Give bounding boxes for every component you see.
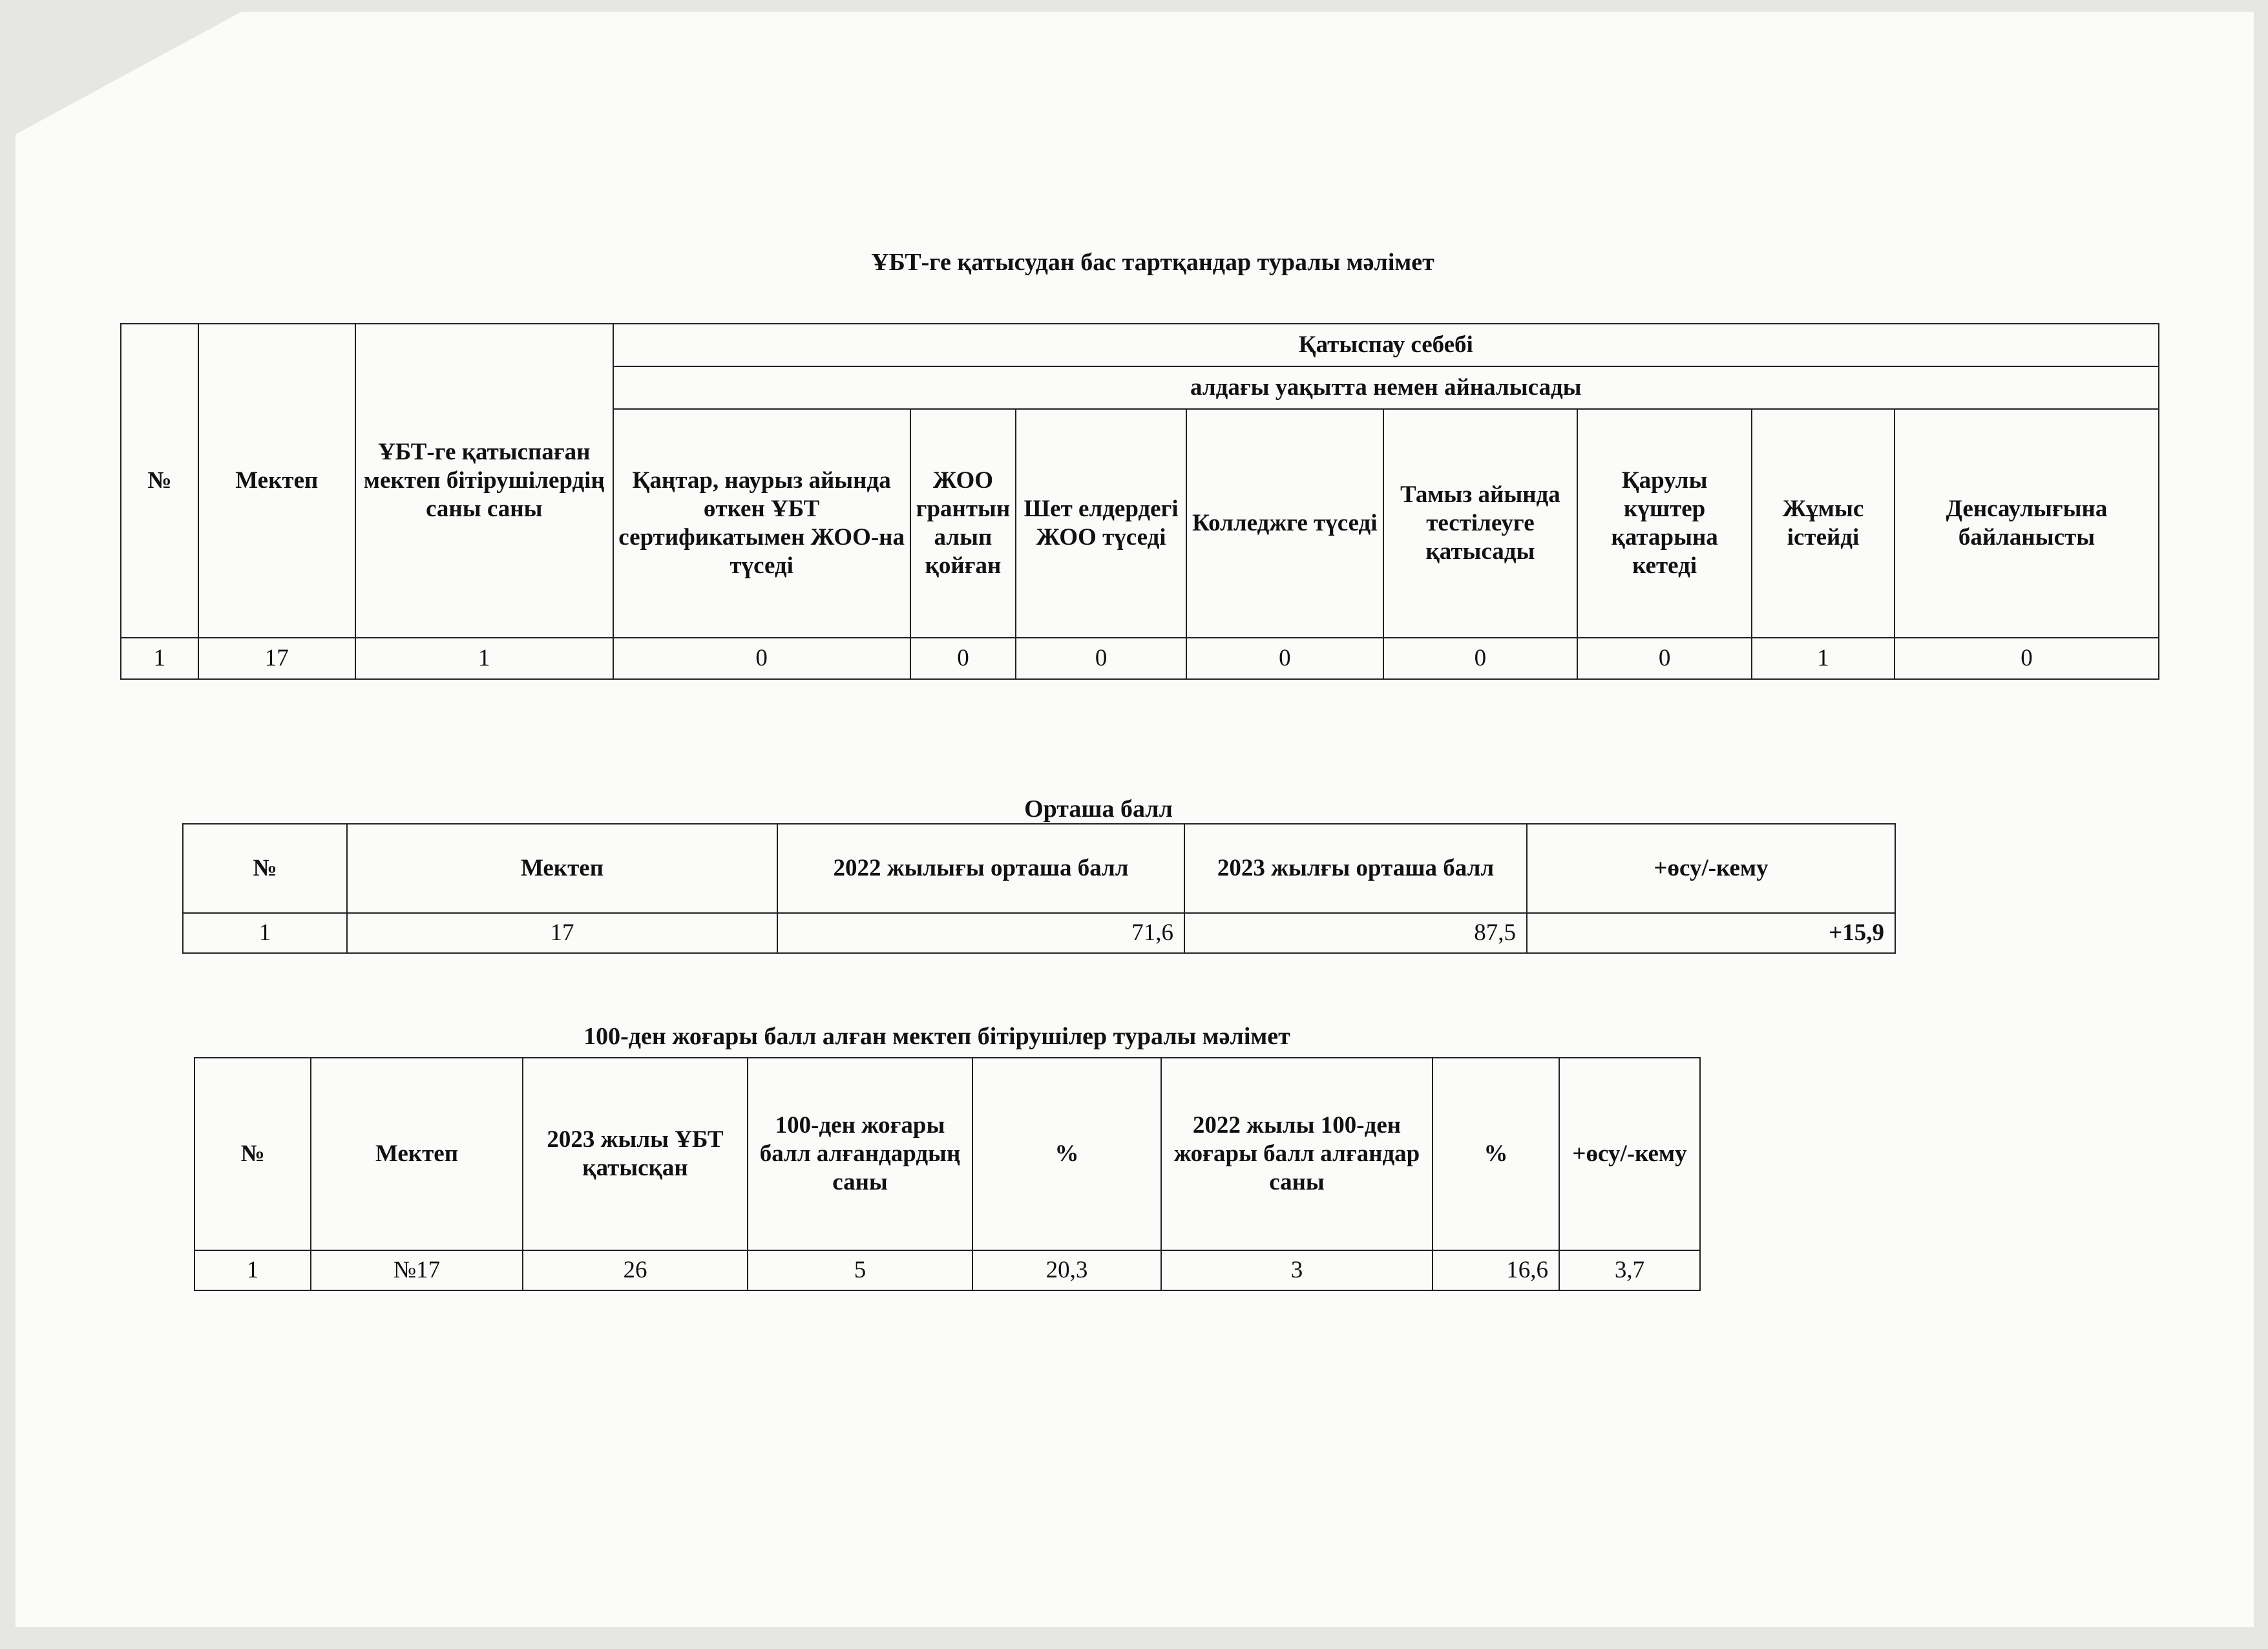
header-reason-cert: Қаңтар, наурыз айында өткен ҰБТ сертификатымен ЖОО-на түседі	[613, 409, 910, 638]
cell-change: 3,7	[1559, 1250, 1700, 1290]
table-row	[121, 638, 2159, 679]
cell-num: 1	[183, 913, 347, 953]
cell-value: 0	[613, 638, 910, 679]
header-avg-2022: 2022 жылығы орташа балл	[777, 824, 1184, 913]
header-future: алдағы уақытта немен айналысады	[613, 366, 2159, 409]
average-score-table	[182, 823, 1896, 954]
header-above-100-2022: 2022 жылы 100-ден жоғары балл алғандар саны	[1161, 1058, 1433, 1250]
table-row	[194, 1250, 1700, 1290]
cell-value: 0	[1186, 638, 1383, 679]
cell-percent-2022: 16,6	[1433, 1250, 1559, 1290]
cell-avg-2022: 71,6	[777, 913, 1184, 953]
cell-value: 0	[1895, 638, 2159, 679]
header-school: Мектеп	[347, 824, 777, 913]
cell-change: +15,9	[1527, 913, 1895, 953]
cell-value: 0	[1383, 638, 1578, 679]
cell-value: 0	[1016, 638, 1186, 679]
cell-above-100: 5	[748, 1250, 972, 1290]
header-change: +өсу/-кему	[1559, 1058, 1700, 1250]
header-percent-2022: %	[1433, 1058, 1559, 1250]
cell-participated-2023: 26	[523, 1250, 748, 1290]
cell-num: 1	[194, 1250, 311, 1290]
header-not-participated: ҰБТ-ге қатыспаған мектеп бітірушілердің саны саны	[355, 324, 613, 638]
header-reason-army: Қарулы күштер қатарына кетеді	[1577, 409, 1752, 638]
cell-school: 17	[198, 638, 355, 679]
cell-value: 1	[1752, 638, 1895, 679]
header-reason-grant: ЖОО грантын алып қойған	[910, 409, 1016, 638]
table3-title: 100-ден жоғары балл алған мектеп бітірушілер туралы мәлімет	[583, 1023, 1290, 1050]
table2-title: Орташа балл	[1024, 795, 1173, 823]
scan-corner-fold	[16, 12, 242, 134]
cell-count: 1	[355, 638, 613, 679]
header-reason-abroad: Шет елдердегі ЖОО түседі	[1016, 409, 1186, 638]
header-avg-2023: 2023 жылғы орташа балл	[1184, 824, 1527, 913]
cell-school: 17	[347, 913, 777, 953]
cell-percent: 20,3	[972, 1250, 1161, 1290]
table1-title: ҰБТ-ге қатысудан бас тартқандар туралы мәлімет	[871, 249, 1434, 276]
cell-above-100-2022: 3	[1161, 1250, 1433, 1290]
header-change: +өсу/-кему	[1527, 824, 1895, 913]
header-reason: Қатыспау себебі	[613, 324, 2159, 366]
header-school: Мектеп	[198, 324, 355, 638]
header-reason-august: Тамыз айында тестілеуге қатысады	[1383, 409, 1578, 638]
cell-school: №17	[311, 1250, 523, 1290]
header-num: №	[183, 824, 347, 913]
header-percent: %	[972, 1058, 1161, 1250]
cell-value: 0	[1577, 638, 1752, 679]
header-num: №	[121, 324, 198, 638]
header-school: Мектеп	[311, 1058, 523, 1250]
header-above-100: 100-ден жоғары балл алғандардың саны	[748, 1058, 972, 1250]
header-num: №	[194, 1058, 311, 1250]
cell-value: 0	[910, 638, 1016, 679]
header-reason-health: Денсаулығына байланысты	[1895, 409, 2159, 638]
header-reason-work: Жұмыс істейді	[1752, 409, 1895, 638]
header-participated-2023: 2023 жылы ҰБТ қатысқан	[523, 1058, 748, 1250]
cell-avg-2023: 87,5	[1184, 913, 1527, 953]
header-reason-college: Колледжге түседі	[1186, 409, 1383, 638]
table-row	[183, 913, 1895, 953]
above-100-table	[194, 1057, 1701, 1291]
refusal-table	[120, 323, 2159, 680]
cell-num: 1	[121, 638, 198, 679]
